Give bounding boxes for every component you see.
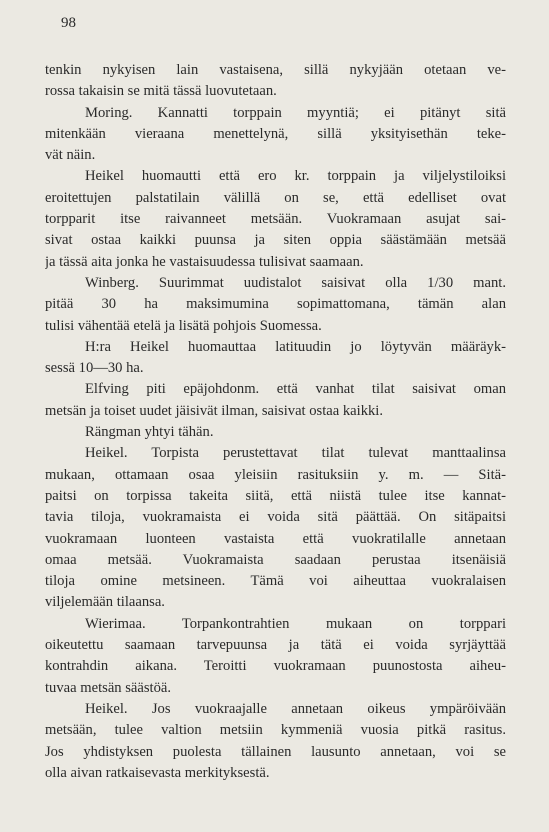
text-line: Moring. Kannatti torppain myyntiä; ei pitänyt sitä [85, 104, 506, 121]
text-line: tenkin nykyisen lain vastaisena, sillä nykyjään otetaan ve- [45, 62, 506, 78]
text-line: ja tässä aita jonka he vastaisuudessa tulisivat saamaan. [45, 253, 364, 270]
text-line: olla aivan ratkaisevasta merkityksestä. [45, 764, 270, 781]
text-line: tuvaa metsän säästöä. [45, 679, 172, 696]
text-line: torpparit itse raivanneet metsään. Vuokramaan asujat sai- [45, 211, 506, 228]
text-line: Wierimaa. Torpankontrahtien mukaan on torppari [85, 615, 506, 632]
text-line: mitenkään vieraana menettelynä, sillä yksityisethän teke- [45, 125, 506, 142]
text-line: pitää 30 ha maksimumina sopimattomana, tämän alan [45, 296, 506, 313]
text-line: metsään, tulee valtion metsiin kymmeniä vuosia pitkä rasitus. [45, 722, 506, 739]
page-number: 98 [61, 15, 76, 31]
text-line: viljelemään tilaansa. [45, 594, 165, 611]
text-line: sivat ostaa kaikki puunsa ja siten oppia säästämään metsää [45, 232, 506, 249]
text-line: rossa takaisin se mitä tässä luovutetaan. [45, 83, 277, 100]
text-line: paitsi on torpissa takeita siitä, että niistä tulee itse kannat- [45, 487, 506, 504]
text-line: omaa metsää. Vuokramaista saadaan perustaa itsenäisiä [45, 551, 506, 568]
text-line: H:ra Heikel huomauttaa latituudin jo löytyvän määräyk- [85, 338, 506, 355]
text-line: tiloja omine metsineen. Tämä voi aiheuttaa vuokralaisen [45, 573, 506, 590]
text-line: sessä 10—30 ha. [45, 360, 144, 377]
text-line: kontrahdin aikana. Teroitti vuokramaan puunostosta aiheu- [45, 658, 506, 675]
text-line: Heikel huomautti että ero kr. torppain ja viljelystiloiksi [85, 168, 506, 185]
text-line: vät näin. [45, 147, 96, 164]
text-line: Winberg. Suurimmat uudistalot saisivat olla 1/30 mant. [85, 274, 506, 291]
text-line: Elfving piti epäjohdonm. että vanhat tilat saisivat oman [85, 381, 506, 398]
text-line: Heikel. Jos vuokraajalle annetaan oikeus ympäröivään [85, 700, 506, 717]
text-line: oikeutettu saamaan tarvepuunsa ja tätä ei voida syrjäyttää [45, 637, 506, 654]
text-line: tavia tiloja, vuokramaista ei voida sitä päättää. On sitäpaitsi [45, 509, 506, 526]
text-line: Heikel. Torpista perustettavat tilat tulevat manttaalinsa [85, 445, 506, 462]
text-line: eroitettujen palstatilain välillä on se, että edelliset ovat [45, 189, 506, 206]
body-text [45, 60, 506, 784]
text-line: tulisi vähentää etelä ja lisätä pohjois Suomessa. [45, 317, 322, 334]
text-line: Rängman yhtyi tähän. [85, 424, 214, 441]
text-line: metsän ja toiset uudet jäisivät ilman, saisivat ostaa kaikki. [45, 402, 384, 419]
text-line: mukaan, ottamaan osaa yleisiin rasituksiin y. m. — Sitä- [45, 466, 506, 483]
text-line: Jos yhdistyksen puolesta tällainen lausunto annetaan, voi se [45, 743, 506, 760]
text-line: vuokramaan luonteen vastaista että vuokratilalle annetaan [45, 530, 506, 547]
